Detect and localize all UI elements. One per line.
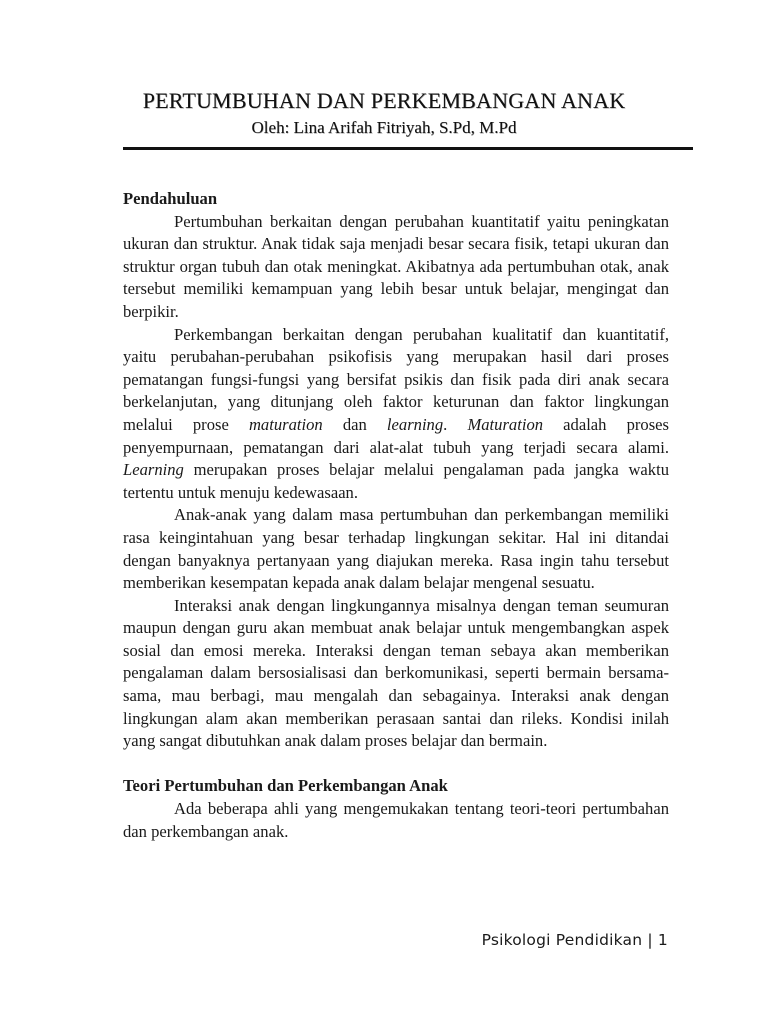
document-body (123, 188, 669, 843)
title-divider (123, 147, 693, 150)
document-author: Oleh: Lina Arifah Fitriyah, S.Pd, M.Pd (251, 118, 517, 137)
document-title: PERTUMBUHAN DAN PERKEMBANGAN ANAK (142, 88, 626, 113)
paragraph: Pertumbuhan berkaitan dengan perubahan kuantitatif yaitu peningkatan ukuran dan struktur. Anak tidak saja menjadi besar secara fisik, tetapi ukuran dan struktur organ tubuh dan otak meningkat. Akibatnya ada pertumbuhan otak, anak tersebut memiliki kemampuan yang lebih besar untuk belajar, mengingat dan berpikir. (123, 211, 669, 321)
section-heading-intro: Pendahuluan (123, 189, 218, 208)
section-gap (123, 753, 669, 776)
paragraph: Ada beberapa ahli yang mengemukakan tentang teori-teori pertumbahan dan perkembangan anak. (123, 799, 669, 841)
page-footer: Psikologi Pendidikan | 1 (481, 931, 668, 949)
section-heading-theory: Teori Pertumbuhan dan Perkembangan Anak (123, 776, 448, 796)
paragraph: Interaksi anak dengan lingkungannya misalnya dengan teman seumuran maupun dengan guru akan membuat anak belajar untuk mengembangkan aspek sosial dan emosi mereka. Interaksi dengan teman sebaya akan memberikan pengalaman dalam bersosialisasi dan berkomunikasi, seperti bermain bersama-sama, mau berbagi, mau mengalah dan sebagainya. Interaksi anak dengan lingkungan alam akan memberikan perasaan santai dan rileks. Kondisi inilah yang sangat dibutuhkan anak dalam proses belajar dan bermain. (123, 595, 669, 751)
paragraph: Perkembangan berkaitan dengan perubahan kualitatif dan kuantitatif, yaitu perubahan-perubahan psikofisis yang merupakan hasil dari proses pematangan fungsi-fungsi yang bersifat psikis dan fisik pada diri anak secara berkelanjutan, yang ditunjang oleh faktor keturunan dan faktor lingkungan melalui prose maturation dan learning. Maturation adalah proses penyempurnaan, pematangan dari alat-alat tubuh yang terjadi secara alami. Learning merupakan proses belajar melalui pengalaman pada jangka waktu tertentu untuk menuju kedewasaan. (123, 324, 669, 502)
paragraph: Anak-anak yang dalam masa pertumbuhan dan perkembangan memiliki rasa keingintahuan yang besar terhadap lingkungan sekitar. Hal ini ditandai dengan banyaknya pertanyaan yang diajukan mereka. Rasa ingin tahu tersebut memberikan kesempatan kepada anak dalam belajar mengenal sesuatu. (123, 505, 669, 593)
